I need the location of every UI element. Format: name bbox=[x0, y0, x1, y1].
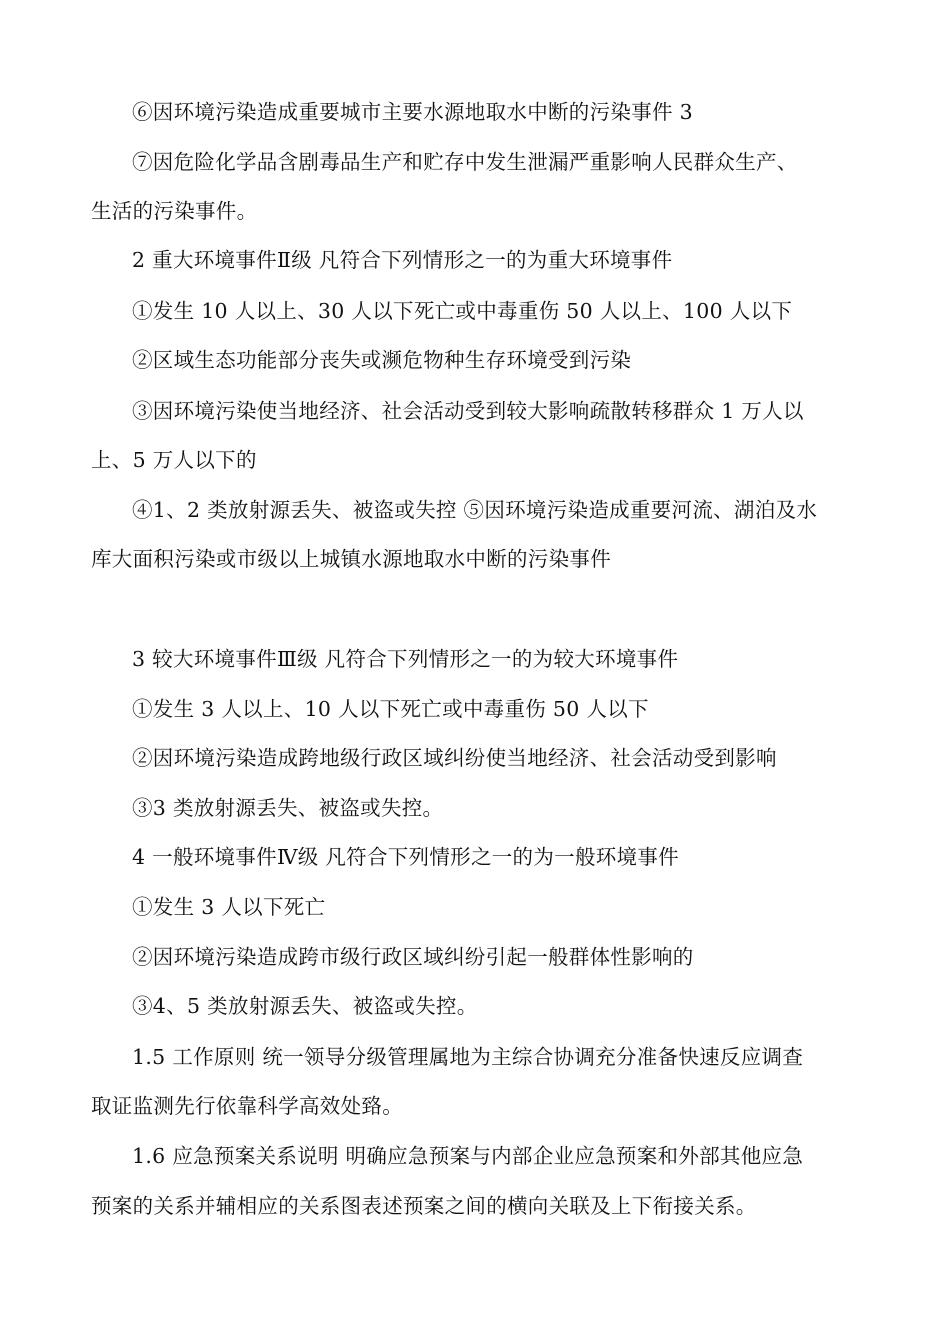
paragraph-line: 1.6 应急预案关系说明 明确应急预案与内部企业应急预案和外部其他应急 bbox=[132, 1144, 804, 1168]
section-heading: 4 一般环境事件Ⅳ级 凡符合下列情形之一的为一般环境事件 bbox=[132, 845, 679, 869]
paragraph-line: ①发生 3 人以上、10 人以下死亡或中毒重伤 50 人以下 bbox=[132, 697, 649, 721]
section-heading: 2 重大环境事件Ⅱ级 凡符合下列情形之一的为重大环境事件 bbox=[132, 248, 673, 272]
paragraph-line: ②区域生态功能部分丧失或濒危物种生存环境受到污染 bbox=[132, 348, 632, 372]
paragraph-line: 库大面积污染或市级以上城镇水源地取水中断的污染事件 bbox=[91, 547, 611, 571]
paragraph-line: ②因环境污染造成跨地级行政区域纠纷使当地经济、社会活动受到影响 bbox=[132, 746, 777, 770]
section-heading: 3 较大环境事件Ⅲ级 凡符合下列情形之一的为较大环境事件 bbox=[132, 647, 679, 671]
paragraph-line: ③3 类放射源丢失、被盗或失控。 bbox=[132, 796, 444, 820]
paragraph-line: 取证监测先行依靠科学高效处臵。 bbox=[91, 1094, 403, 1118]
paragraph-line: ④1、2 类放射源丢失、被盗或失控 ⑤因环境污染造成重要河流、湖泊及水 bbox=[132, 498, 818, 522]
paragraph-line: 生活的污染事件。 bbox=[91, 199, 258, 223]
paragraph-line: ③因环境污染使当地经济、社会活动受到较大影响疏散转移群众 1 万人以 bbox=[132, 399, 804, 423]
paragraph-line: ②因环境污染造成跨市级行政区域纠纷引起一般群体性影响的 bbox=[132, 945, 694, 969]
paragraph-line: 1.5 工作原则 统一领导分级管理属地为主综合协调充分准备快速反应调查 bbox=[132, 1045, 804, 1069]
paragraph-line: ⑦因危险化学品含剧毒品生产和贮存中发生泄漏严重影响人民群众生产、 bbox=[132, 150, 798, 174]
paragraph-line: ①发生 3 人以下死亡 bbox=[132, 895, 326, 919]
paragraph-line: ⑥因环境污染造成重要城市主要水源地取水中断的污染事件 3 bbox=[132, 100, 693, 124]
paragraph-line: ①发生 10 人以上、30 人以下死亡或中毒重伤 50 人以上、100 人以下 bbox=[132, 299, 793, 323]
paragraph-line: ③4、5 类放射源丢失、被盗或失控。 bbox=[132, 994, 478, 1018]
paragraph-line: 预案的关系并辅相应的关系图表述预案之间的横向关联及上下衔接关系。 bbox=[91, 1194, 757, 1218]
paragraph-line: 上、5 万人以下的 bbox=[91, 448, 257, 472]
